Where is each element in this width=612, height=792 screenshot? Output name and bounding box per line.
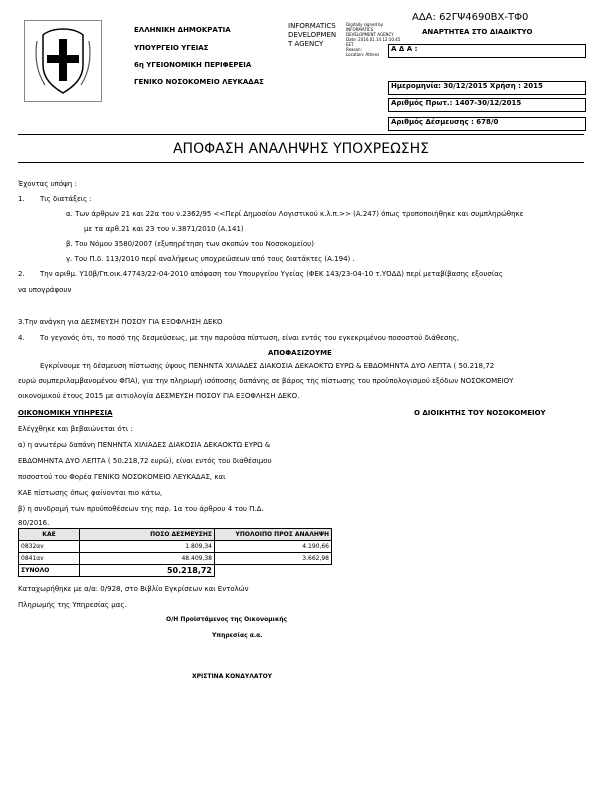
decision-heading: ΑΠΟΦΑΣΙΖΟΥΜΕ — [268, 349, 332, 357]
check-b-2: 80/2016. — [18, 519, 50, 527]
check-a-2: ΕΒΔΟΜΗΝΤΑ ΔΥΟ ΛΕΠΤΑ ( 50.218,72 ευρώ), είναι εντός του διαθέσιμου — [18, 457, 272, 465]
signature-role-1: Ο/Η Προϊστάμενος της Οικονομικής — [166, 616, 288, 623]
protocol-box: Αριθμός Πρωτ.: 1407-30/12/2015 — [388, 98, 586, 112]
p1a: α. Των άρθρων 21 και 22α του ν.2362/95 <<Περί Δημοσίου Λογιστικού κ.λ.π.>> (Α.247) όπως τροποποιήθηκε και συμπληρώθηκε — [66, 210, 524, 218]
p1: Τις διατάξεις : — [40, 195, 92, 203]
p4: Το γεγονός ότι, το ποσό της δεσμεύσεως, με την παρούσα πίστωση, είναι εντός του εγκεκριμένου ποσοστού διάθεσης, — [40, 334, 460, 342]
check-a-4: ΚΑΕ πίστωσης όπως φαίνονται πιο κάτω, — [18, 489, 163, 497]
p2-num: 2. — [18, 270, 25, 278]
table-row: 0841αν 48.409,38 3.662,98 — [19, 553, 332, 565]
ada-top: ΑΔΑ: 62ΓΨ4690ΒΧ-ΤΦ0 — [412, 12, 529, 23]
table-row: 0832αν 1.809,34 4.190,66 — [19, 541, 332, 553]
decision-1: Εγκρίνουμε τη δέσμευση πίστωσης ύψους ΠΕΝΗΝΤΑ ΧΙΛΙΑΔΕΣ ΔΙΑΚΟΣΙΑ ΔΕΚΑΟΚΤΩ ΕΥΡΩ & ΕΒΔΟΜΗΝΤΑ ΔΥΟ ΛΕΠΤΑ ( 50.218,72 — [40, 362, 495, 370]
ada-box: Α Δ Α : — [388, 44, 586, 58]
commitment-table — [18, 528, 332, 577]
header-line-2: ΥΠΟΥΡΓΕΙΟ ΥΓΕΙΑΣ — [134, 44, 209, 52]
col-amount: ΠΟΣΟ ΔΕΣΜΕΥΣΗΣ — [80, 529, 215, 541]
registration-1: Καταχωρήθηκε με α/α: 0/928, στο Βιβλίο Εγκρίσεων και Εντολών — [18, 585, 249, 593]
post-label: ΑΝΑΡΤΗΤΕΑ ΣΤΟ ΔΙΑΔΙΚΤΥΟ — [422, 28, 533, 36]
col-remaining: ΥΠΟΛΟΙΠΟ ΠΡΟΣ ΑΝΑΛΗΨΗ — [215, 529, 332, 541]
signature-role-2: Υπηρεσίας α.α. — [212, 632, 263, 639]
decision-2: ευρώ συμπεριλαμβανομένου ΦΠΑ), για την πληρωμή ισόποσης δαπάνης σε βάρος της πίστωσης του προϋπολογισμού εξόδων ΝΟΣΟΚΟΜΕΙΟΥ — [18, 377, 514, 385]
decision-3: οικονομικού έτους 2015 με αιτιολογία ΔΕΣΜΕΥΣΗ ΠΟΣΟΥ ΓΙΑ ΕΞΟΦΛΗΣΗ ΔΕΚΟ. — [18, 392, 300, 400]
header-line-1: ΕΛΛΗΝΙΚΗ ΔΗΜΟΚΡΑΤΙΑ — [134, 26, 231, 34]
director-label: Ο ΔΙΟΙΚΗΤΗΣ ΤΟΥ ΝΟΣΟΚΟΜΕΙΟΥ — [414, 409, 546, 417]
economic-service: ΟΙΚΟΝΟΜΙΚΗ ΥΠΗΡΕΣΙΑ — [18, 409, 113, 417]
p1b: β. Του Νόμου 3580/2007 (εξυπηρέτηση των σκοπών του Νοσοκομείου) — [66, 240, 314, 248]
date-box: Ημερομηνία: 30/12/2015 Χρήση : 2015 — [388, 81, 586, 95]
check-a: α) η ανωτέρω δαπάνη ΠΕΝΗΝΤΑ ΧΙΛΙΑΔΕΣ ΔΙΑΚΟΣΙΑ ΔΕΚΑΟΚΤΩ ΕΥΡΩ & — [18, 441, 271, 449]
header-line-4: ΓΕΝΙΚΟ ΝΟΣΟΚΟΜΕΙΟ ΛΕΥΚΑΔΑΣ — [134, 78, 264, 86]
p1a-cont: με τα αρθ.21 και 23 του ν.3871/2010 (Α.141) — [84, 225, 244, 233]
signature-stamp-details: Digitally signed by INFORMATICS DEVELOPMENT AGENCY Date: 2016.01.14 12:10:45 EET Reason: Location: Athens — [346, 22, 401, 57]
p4-num: 4. — [18, 334, 25, 342]
intro: Έχοντας υπόψη : — [18, 180, 77, 188]
page-title: ΑΠΟΦΑΣΗ ΑΝΑΛΗΨΗΣ ΥΠΟΧΡΕΩΣΗΣ — [172, 141, 429, 157]
p1-num: 1. — [18, 195, 25, 203]
header-line-3: 6η ΥΓΕΙΟΝΟΜΙΚΗ ΠΕΡΙΦΕΡΕΙΑ — [134, 61, 252, 69]
p2-cont: να υπογράφουν — [18, 286, 72, 294]
check-b: β) η συνδρομή των προϋποθέσεων της παρ. 1α του άρθρου 4 του Π.Δ. — [18, 505, 264, 513]
registration-2: Πληρωμής της Υπηρεσίας μας. — [18, 601, 127, 609]
signature-stamp: INFORMATICS DEVELOPMEN T AGENCY — [288, 22, 337, 48]
p3: 3.Την ανάγκη για ΔΕΣΜΕΥΣΗ ΠΟΣΟΥ ΓΙΑ ΕΞΟΦΛΗΣΗ ΔΕΚΟ — [18, 318, 223, 326]
signature-name: ΧΡΙΣΤΙΝΑ ΚΟΝΔΥΛΑΤΟΥ — [192, 673, 273, 680]
title-rule-bottom — [18, 162, 584, 163]
check-intro: Ελέγχθηκε και βεβαιώνεται ότι : — [18, 425, 133, 433]
col-kae: ΚΑΕ — [19, 529, 80, 541]
title-rule-top — [18, 134, 584, 135]
commitment-box: Αριθμός Δέσμευσης : 678/0 — [388, 117, 586, 131]
table-total-row: ΣΥΝΟΛΟ 50.218,72 — [19, 565, 332, 577]
greek-coat-of-arms — [24, 20, 102, 102]
p1c: γ. Του Π.δ. 113/2010 περί αναλήψεως υποχρεώσεων από τους διατάκτες (Α.194) . — [66, 255, 355, 263]
p2: Την αριθμ. Υ10β/Γπ.οικ.47743/22-04-2010 απόφαση του Υπουργείου Υγείας (ΦΕΚ 143/23-04-10 τ.ΥΟΔΔ) περί μεταβίβασης εξουσίας — [40, 270, 503, 278]
check-a-3: ποσοστού του Φορέα ΓΕΝΙΚΟ ΝΟΣΟΚΟΜΕΙΟ ΛΕΥΚΑΔΑΣ, και — [18, 473, 226, 481]
